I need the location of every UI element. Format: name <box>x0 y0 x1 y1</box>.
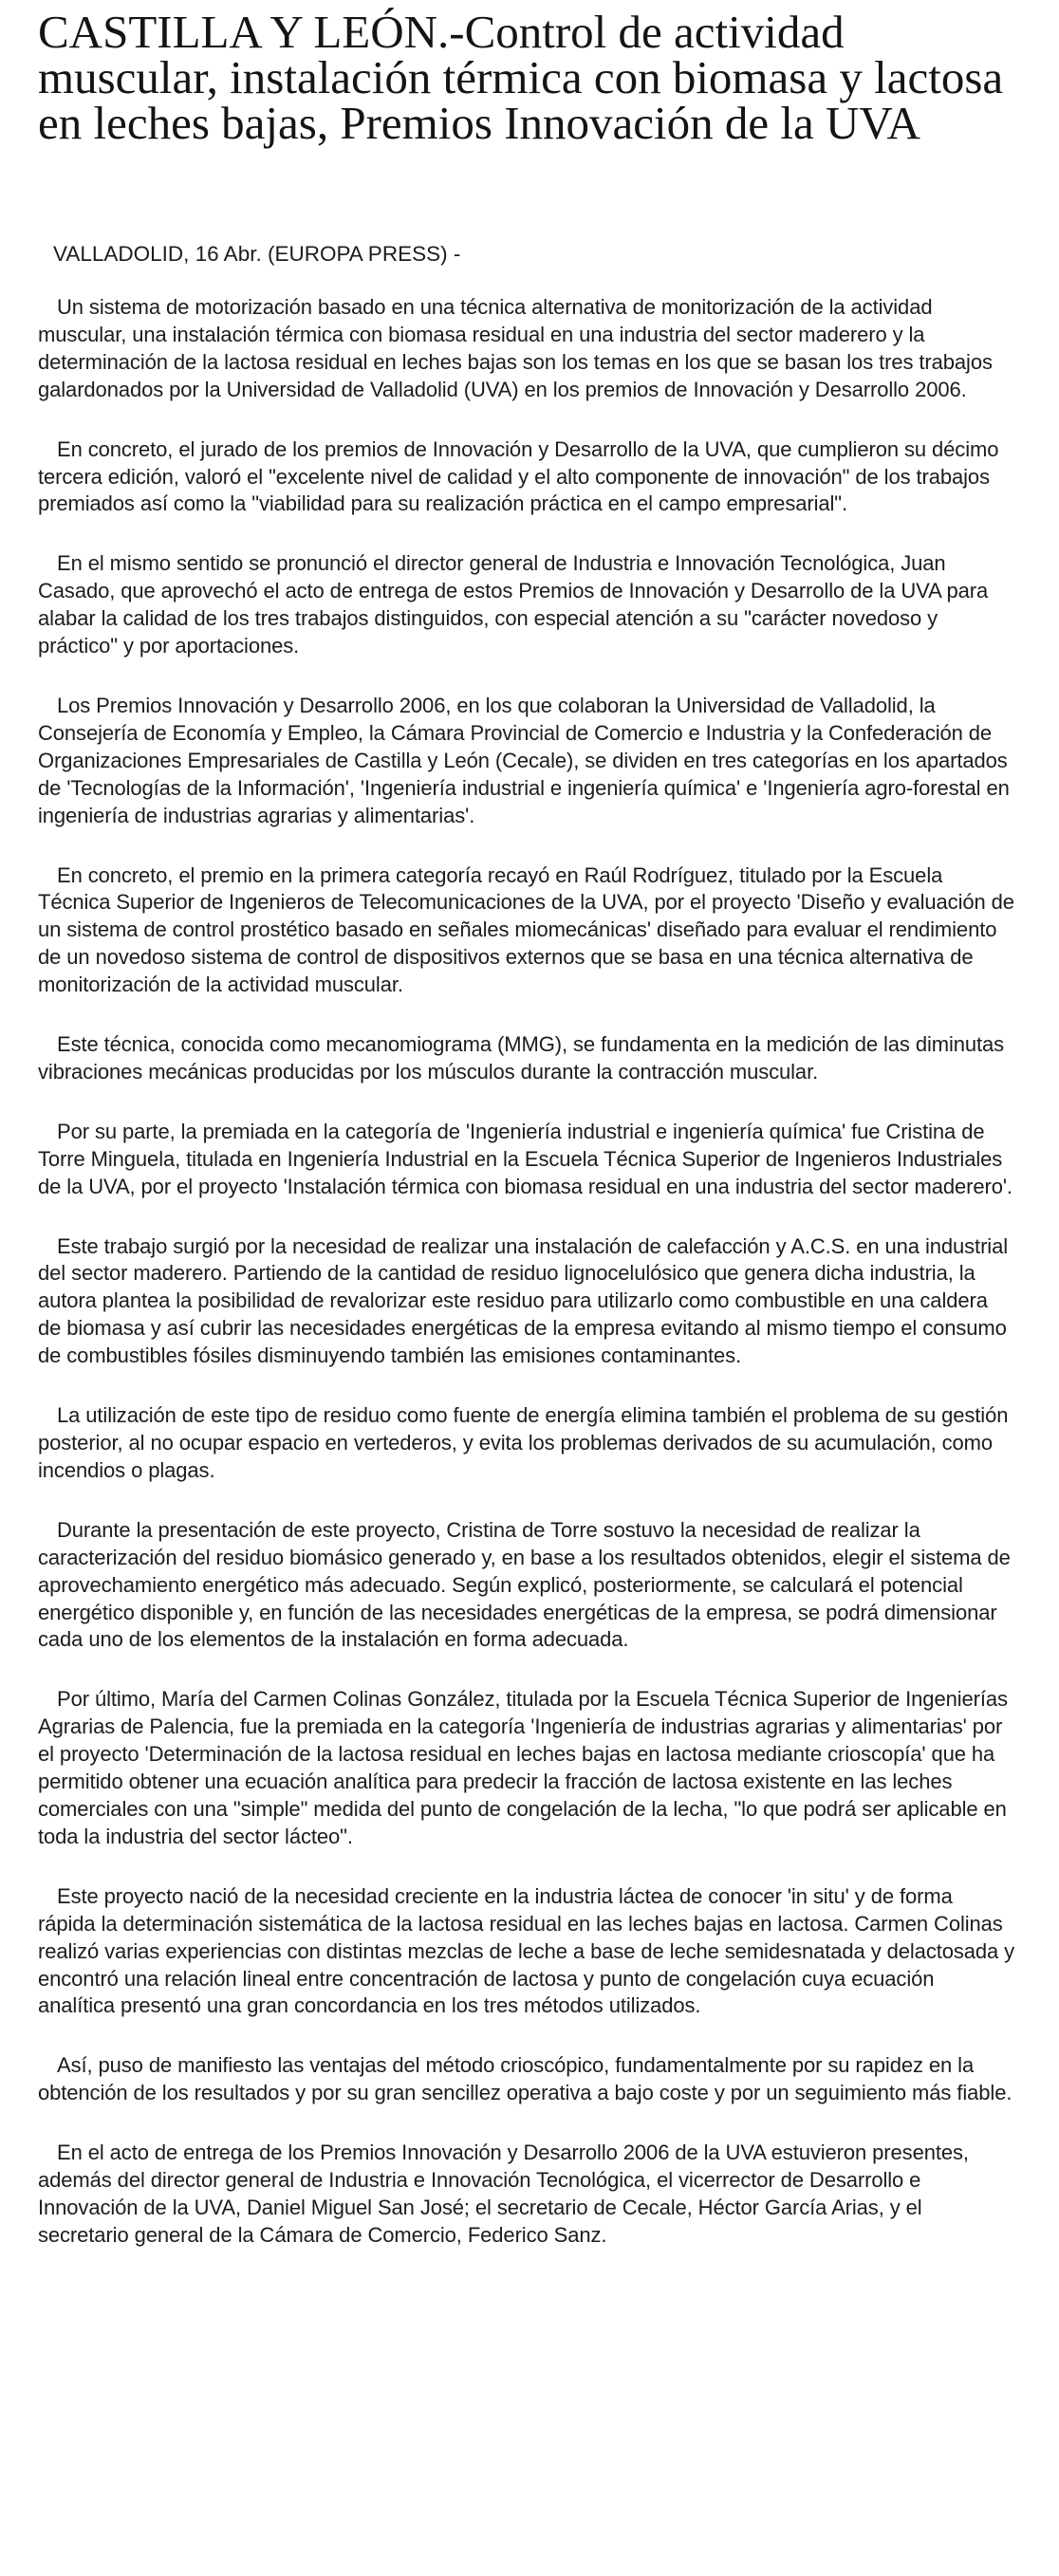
article-paragraph: Este proyecto nació de la necesidad creciente en la industria láctea de conocer 'in situ' y de forma rápida la determinación sistemática de la lactosa residual en las leches bajas en lactosa. Carmen Colinas realizó varias experiencias con distintas mezclas de leche a base de leche semidesnatada y delactosada y encontró una relación lineal entre concentración de lactosa y punto de congelación cuya ecuación analítica presentó una gran concordancia en los tres métodos utilizados. <box>38 1883 1015 2018</box>
article-paragraph: Los Premios Innovación y Desarrollo 2006, en los que colaboran la Universidad de Valladolid, la Consejería de Economía y Empleo, la Cámara Provincial de Comercio e Industria y la Confederación de Organizaciones Empresariales de Castilla y León (Cecale), se dividen en tres categorías en los apartados de 'Tecnologías de la Información', 'Ingeniería industrial e ingeniería química' e 'Ingeniería agro-forestal en ingeniería de industrias agrarias y alimentarias'. <box>38 693 1010 827</box>
article-paragraph: Así, puso de manifiesto las ventajas del método crioscópico, fundamentalmente por su rapidez en la obtención de los resultados y por su gran sencillez operativa a bajo coste y por un seguimiento más fiable. <box>38 2053 1013 2105</box>
article-body <box>38 294 1021 2250</box>
article-paragraph: En el mismo sentido se pronunció el director general de Industria e Innovación Tecnológica, Juan Casado, que aprovechó el acto de entrega de estos Premios de Innovación y Desarrollo de la UVA para alabar la calidad de los tres trabajos distinguidos, con especial atención a su "carácter novedoso y práctico" y por aportaciones. <box>38 551 989 658</box>
article-paragraph: En concreto, el jurado de los premios de Innovación y Desarrollo de la UVA, que cumplieron su décimo tercera edición, valoró el "excelente nivel de calidad y el alto componente de innovación" de los trabajos premiados así como la "viabilidad para su realización práctica en el campo empresarial". <box>38 436 999 516</box>
article-dateline: VALLADOLID, 16 Abr. (EUROPA PRESS) - <box>53 242 461 266</box>
article-paragraph: Por su parte, la premiada en la categoría de 'Ingeniería industrial e ingeniería química' fue Cristina de Torre Minguela, titulada en Ingeniería Industrial en la Escuela Técnica Superior de Ingenieros Industriales de la UVA, por el proyecto 'Instalación térmica con biomasa residual en una industria del sector maderero'. <box>38 1119 1013 1198</box>
article-paragraph: Este técnica, conocida como mecanomiograma (MMG), se fundamenta en la medición de las diminutas vibraciones mecánicas producidas por los músculos durante la contracción muscular. <box>38 1032 1005 1084</box>
article-paragraph: En concreto, el premio en la primera categoría recayó en Raúl Rodríguez, titulado por la Escuela Técnica Superior de Ingenieros de Telecomunicaciones de la UVA, por el proyecto 'Diseño y evaluación de un sistema de control prostético basado en señales miomecánicas' diseñado para evaluar el rendimiento de un novedoso sistema de control de dispositivos externos que se basa en una técnica alternativa de monitorización de la actividad muscular. <box>38 862 1014 997</box>
article-paragraph: Durante la presentación de este proyecto, Cristina de Torre sostuvo la necesidad de realizar la caracterización del residuo biomásico generado y, en base a los resultados obtenidos, elegir el sistema de aprovechamiento energético más adecuado. Según explicó, posteriormente, se calculará el potencial energético disponible y, en función de las necesidades energéticas de la empresa, se podrá dimensionar cada uno de los elementos de la instalación en forma adecuada. <box>38 1517 1011 1652</box>
article-paragraph: Este trabajo surgió por la necesidad de realizar una instalación de calefacción y A.C.S. en una industrial del sector maderero. Partiendo de la cantidad de residuo lignocelulósico que genera dicha industria, la autora plantea la posibilidad de revalorizar este residuo para utilizarlo como combustible en una caldera de biomasa y así cubrir las necesidades energéticas de la empresa evitando al mismo tiempo el consumo de combustibles fósiles disminuyendo también las emisiones contaminantes. <box>38 1233 1009 1368</box>
article-headline: CASTILLA Y LEÓN.-Control de actividad muscular, instalación térmica con biomasa y lactosa en leches bajas, Premios Innovación de la UVA <box>38 6 1004 149</box>
article-paragraph: Por último, María del Carmen Colinas González, titulada por la Escuela Técnica Superior de Ingenierías Agrarias de Palencia, fue la premiada en la categoría 'Ingeniería de industrias agrarias y alimentarias' por el proyecto 'Determinación de la lactosa residual en leches bajas en lactosa mediante crioscopía' que ha permitido obtener una ecuación analítica para predecir la fracción de lactosa existente en las leches comerciales con una "simple" medida del punto de congelación de la lecha, "lo que podrá ser aplicable en toda la industria del sector lácteo". <box>38 1687 1008 1848</box>
article-paragraph: En el acto de entrega de los Premios Innovación y Desarrollo 2006 de la UVA estuvieron presentes, además del director general de Industria e Innovación Tecnológica, el vicerrector de Desarrollo e Innovación de la UVA, Daniel Miguel San José; el secretario de Cecale, Héctor García Arias, y el secretario general de la Cámara de Comercio, Federico Sanz. <box>38 2140 969 2247</box>
article-paragraph: La utilización de este tipo de residuo como fuente de energía elimina también el problema de su gestión posterior, al no ocupar espacio en vertederos, y evita los problemas derivados de su acumulación, como incendios o plagas. <box>38 1403 1009 1482</box>
article-paragraph: Un sistema de motorización basado en una técnica alternativa de monitorización de la actividad muscular, una instalación térmica con biomasa residual en una industria del sector maderero y la determinación de la lactosa residual en leches bajas son los temas en los que se basan los tres trabajos galardonados por la Universidad de Valladolid (UVA) en los premios de Innovación y Desarrollo 2006. <box>38 295 993 401</box>
